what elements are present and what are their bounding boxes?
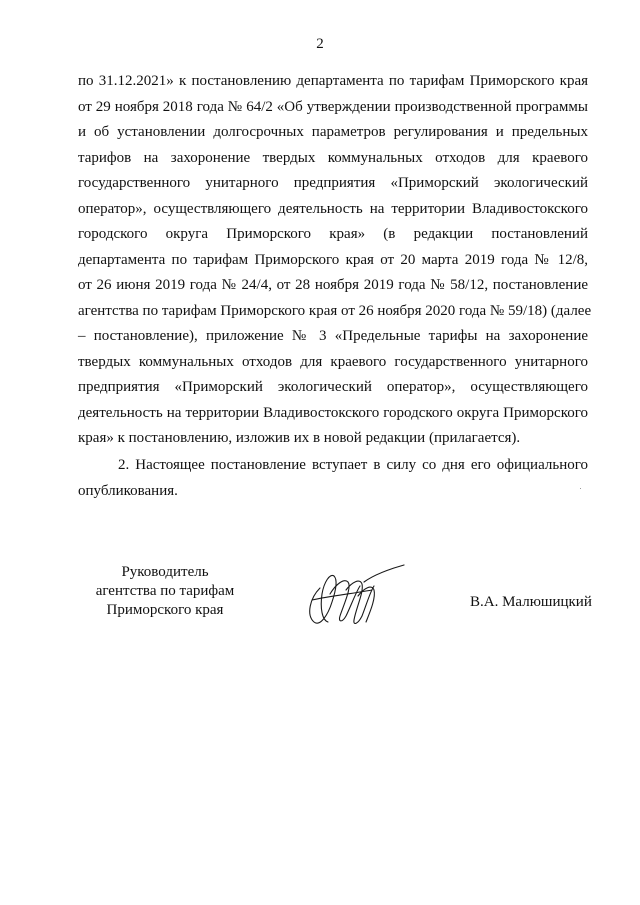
paragraph-line: тарифов на захоронение твердых коммунальных отходов для краевого bbox=[78, 150, 588, 166]
page-number: 2 bbox=[316, 36, 324, 52]
signer-position-line: Руководитель bbox=[121, 564, 209, 580]
paragraph-line: 2. Настоящее постановление вступает в силу со дня его официального bbox=[118, 457, 588, 473]
paragraph-line: предприятия «Приморский экологический оператор», осуществляющего bbox=[78, 379, 588, 395]
paragraph-line: оператор», осуществляющего деятельность на территории Владивостокского bbox=[78, 201, 588, 217]
paragraph-line: от 29 ноября 2018 года № 64/2 «Об утверждении производственной программы bbox=[78, 99, 588, 115]
paragraph-line: государственного унитарного предприятия «Приморский экологический bbox=[78, 175, 588, 191]
scan-speck bbox=[580, 488, 581, 489]
paragraph-line: и об установлении долгосрочных параметров регулирования и предельных bbox=[78, 124, 588, 140]
signer-position-line: Приморского края bbox=[106, 602, 224, 618]
paragraph-line: – постановление), приложение № 3 «Предельные тарифы на захоронение bbox=[78, 328, 588, 344]
paragraph-line: опубликования. bbox=[78, 483, 178, 499]
signer-position bbox=[80, 563, 250, 620]
signer-name: В.А. Малюшицкий bbox=[470, 594, 592, 610]
paragraph-line: твердых коммунальных отходов для краевого государственного унитарного bbox=[78, 354, 588, 370]
signer-position-line: агентства по тарифам bbox=[95, 583, 235, 599]
paragraph-line: департамента по тарифам Приморского края от 20 марта 2019 года № 12/8, bbox=[78, 252, 588, 268]
paragraph-line: агентства по тарифам Приморского края от 26 ноября 2020 года № 59/18) (далее bbox=[78, 303, 592, 319]
paragraph-line: деятельность на территории Владивостокского городского округа Приморского bbox=[78, 405, 588, 421]
paragraph-line: городского округа Приморского края» (в редакции постановлений bbox=[78, 226, 588, 242]
handwritten-signature bbox=[300, 560, 410, 635]
paragraph-line: по 31.12.2021» к постановлению департамента по тарифам Приморского края bbox=[78, 73, 588, 89]
paragraph-line: от 26 июня 2019 года № 24/4, от 28 ноября 2019 года № 58/12, постановление bbox=[78, 277, 588, 293]
paragraph-line: края» к постановлению, изложив их в новой редакции (прилагается). bbox=[78, 430, 521, 446]
